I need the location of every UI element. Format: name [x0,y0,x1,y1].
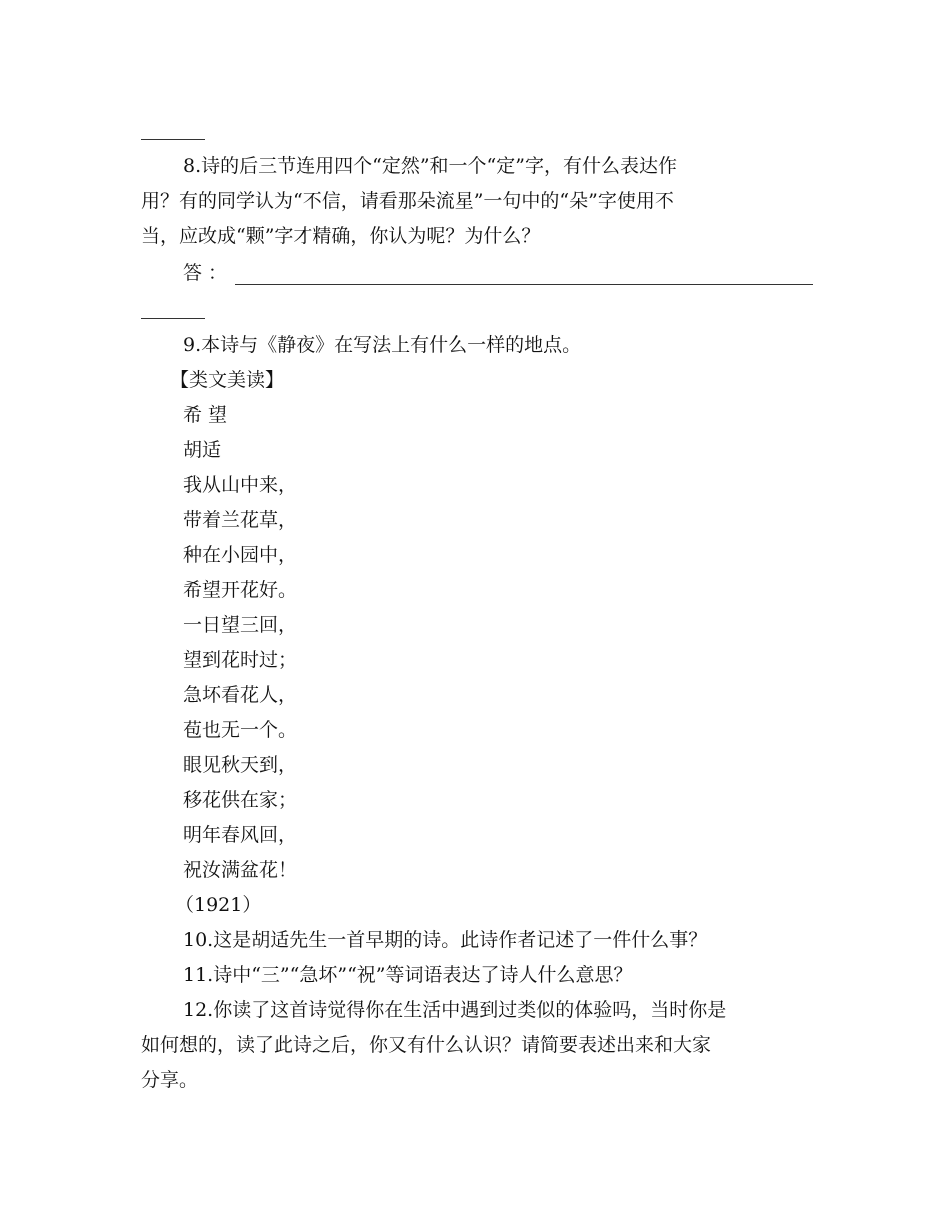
answer-rule-continuation [141,139,205,140]
poem-line: 带着兰花草， [183,509,298,531]
poem-year: （1921） [175,894,262,916]
question-10: 10.这是胡适先生一首早期的诗。此诗作者记述了一件什么事？ [183,929,708,951]
question-8-line-3: 当，应改成“颗”字才精确，你认为呢？为什么？ [141,225,541,247]
poem-line: 祝汝满盆花！ [183,859,298,881]
question-12-line-1: 12.你读了这首诗觉得你在生活中遇到过类似的体验吗，当时你是 [183,999,727,1021]
poem-line: 一日望三回， [183,614,298,636]
section-heading: 【类文美读】 [170,369,285,391]
poem-line: 眼见秋天到， [183,754,298,776]
poem-line: 移花供在家； [183,789,298,811]
poem-line: 明年春风回， [183,824,298,846]
question-12-line-3: 分享。 [141,1069,199,1091]
poem-line: 望到花时过； [183,649,298,671]
poem-author: 胡适 [183,439,222,461]
answer-rule-continuation [141,318,205,319]
poem-line: 种在小园中， [183,544,298,566]
poem-line: 急坏看花人， [183,684,298,706]
question-8-line-2: 用？有的同学认为“不信，请看那朵流星”一句中的“朵”字使用不 [141,190,674,212]
answer-label: 答： [183,262,234,284]
question-12-line-2: 如何想的，读了此诗之后，你又有什么认识？请简要表述出来和大家 [141,1034,712,1056]
answer-line[interactable] [235,284,813,285]
poem-line: 我从山中来， [183,474,298,496]
poem-line: 苞也无一个。 [183,719,298,741]
poem-line: 希望开花好。 [183,579,298,601]
question-8-line-1: 8.诗的后三节连用四个“定然”和一个“定”字，有什么表达作 [183,155,677,177]
question-8-answer-row [183,256,813,291]
question-9: 9.本诗与《静夜》在写法上有什么一样的地点。 [183,334,582,356]
question-11: 11.诗中“三”“急坏”“祝”等词语表达了诗人什么意思？ [183,964,633,986]
poem-title: 希 望 [183,404,228,426]
